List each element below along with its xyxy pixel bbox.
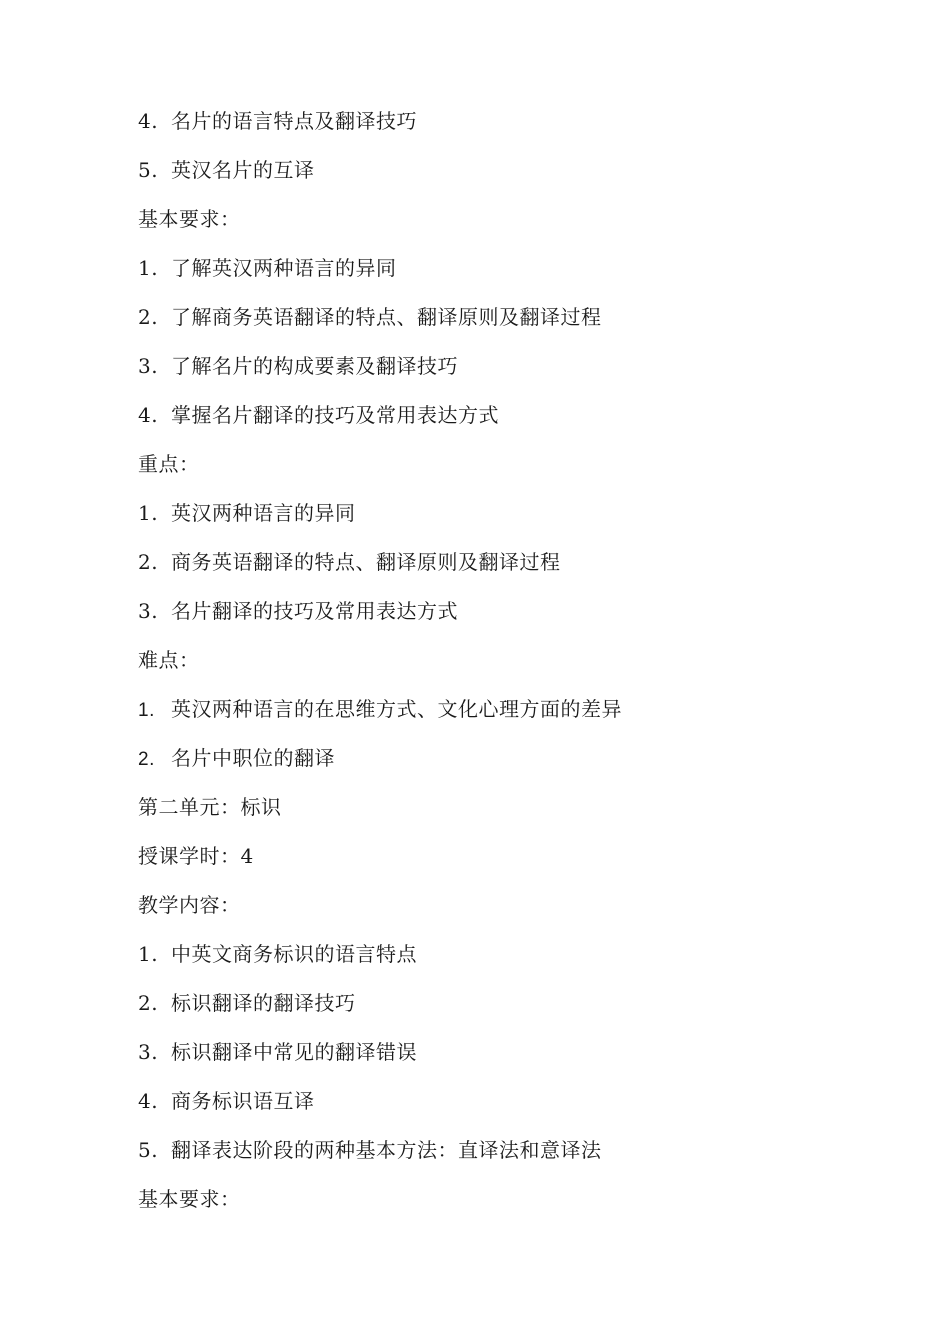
item-number: 2. [138,550,159,574]
heading-text: 第二单元：标识 [138,795,282,819]
item-number: 1. [138,501,159,525]
list-item [138,538,898,587]
item-number: 1. [138,942,159,966]
hours-text: 授课学时：4 [138,844,254,868]
list-item [138,1126,898,1175]
item-text: 名片中职位的翻译 [171,746,335,770]
item-number: 3. [138,354,159,378]
item-text: 名片的语言特点及翻译技巧 [171,109,417,133]
list-item [138,979,898,1028]
item-number: 1. [138,700,155,721]
item-text: 英汉两种语言的在思维方式、文化心理方面的差异 [171,697,622,721]
item-number: 4. [138,109,159,133]
item-text: 商务标识语互译 [171,1089,315,1113]
list-item [138,587,898,636]
list-item [138,1077,898,1126]
section-heading [138,195,898,244]
section-heading [138,440,898,489]
list-item [138,734,898,783]
item-text: 中英文商务标识的语言特点 [171,942,417,966]
heading-text: 难点： [138,648,200,672]
list-item [138,391,898,440]
item-text: 标识翻译的翻译技巧 [171,991,356,1015]
item-text: 翻译表达阶段的两种基本方法：直译法和意译法 [171,1138,602,1162]
list-item [138,1028,898,1077]
item-number: 3. [138,1040,159,1064]
item-text: 掌握名片翻译的技巧及常用表达方式 [171,403,499,427]
item-number: 5. [138,158,159,182]
item-number: 4. [138,403,159,427]
document-page [138,97,898,1224]
item-number: 2. [138,305,159,329]
heading-text: 重点： [138,452,200,476]
list-item [138,146,898,195]
item-number: 5. [138,1138,159,1162]
list-item [138,97,898,146]
section-heading [138,1175,898,1224]
section-heading [138,881,898,930]
list-item [138,342,898,391]
heading-text: 基本要求： [138,1187,241,1211]
class-hours [138,832,898,881]
list-item [138,244,898,293]
item-number: 2. [138,991,159,1015]
item-text: 了解英汉两种语言的异同 [171,256,397,280]
section-heading [138,636,898,685]
item-number: 2. [138,749,155,770]
item-text: 英汉两种语言的异同 [171,501,356,525]
item-text: 英汉名片的互译 [171,158,315,182]
list-item [138,489,898,538]
item-text: 了解名片的构成要素及翻译技巧 [171,354,458,378]
item-text: 了解商务英语翻译的特点、翻译原则及翻译过程 [171,305,602,329]
item-number: 3. [138,599,159,623]
list-item [138,930,898,979]
item-text: 商务英语翻译的特点、翻译原则及翻译过程 [171,550,561,574]
list-item [138,293,898,342]
item-text: 名片翻译的技巧及常用表达方式 [171,599,458,623]
list-item [138,685,898,734]
heading-text: 基本要求： [138,207,241,231]
item-text: 标识翻译中常见的翻译错误 [171,1040,417,1064]
heading-text: 教学内容： [138,893,241,917]
item-number: 4. [138,1089,159,1113]
item-number: 1. [138,256,159,280]
unit-heading [138,783,898,832]
